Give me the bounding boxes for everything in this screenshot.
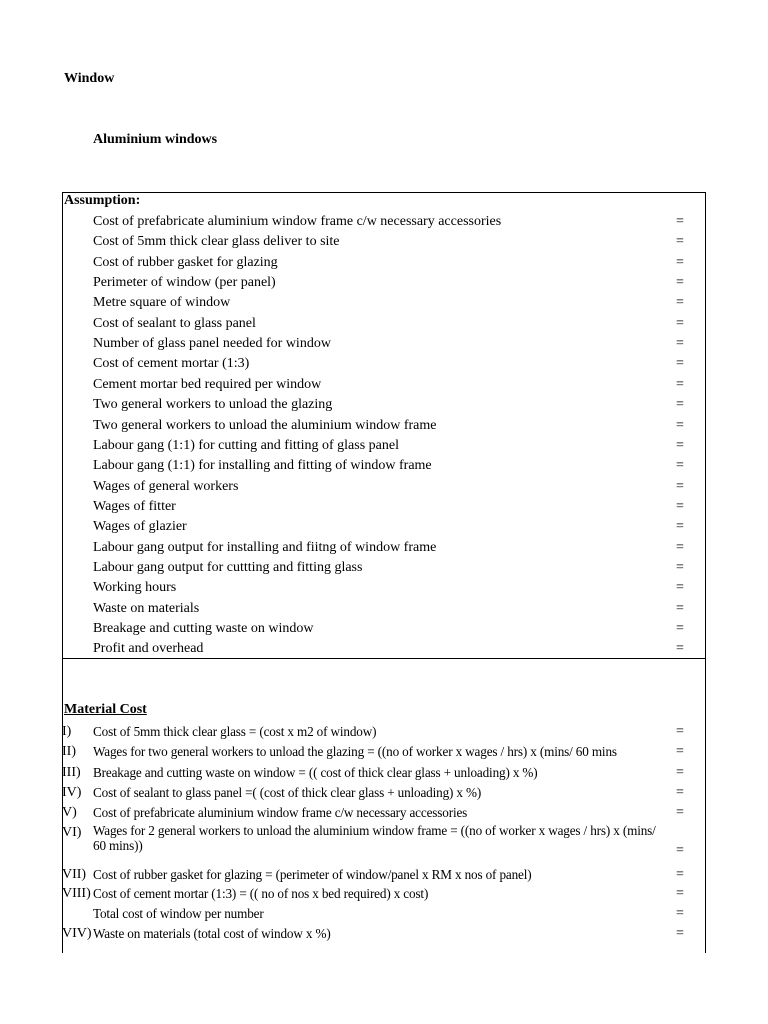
equals-sign: = bbox=[676, 275, 684, 291]
assumption-text: Cost of cement mortar (1:3) bbox=[93, 356, 250, 372]
assumption-text: Working hours bbox=[93, 580, 177, 596]
assumption-row bbox=[62, 416, 706, 436]
assumption-text: Cost of 5mm thick clear glass deliver to site bbox=[93, 234, 340, 250]
material-cost-text: Cost of sealant to glass panel =( (cost of thick clear glass + unloading) x %) bbox=[93, 785, 482, 800]
equals-sign: = bbox=[676, 356, 684, 372]
material-cost-text: Total cost of window per number bbox=[93, 906, 264, 921]
equals-sign: = bbox=[676, 641, 684, 657]
item-number: VII) bbox=[62, 867, 87, 882]
assumption-row bbox=[62, 558, 706, 578]
assumption-text: Waste on materials bbox=[93, 600, 200, 616]
equals-sign: = bbox=[676, 519, 684, 535]
assumption-text: Number of glass panel needed for window bbox=[93, 336, 331, 352]
equals-sign: = bbox=[676, 805, 684, 820]
item-number: VIV) bbox=[62, 926, 92, 941]
equals-sign: = bbox=[676, 744, 684, 759]
doc-title: Window bbox=[64, 71, 115, 86]
assumption-row bbox=[62, 253, 706, 273]
assumption-row bbox=[62, 212, 706, 232]
assumption-row bbox=[62, 273, 706, 293]
assumption-row bbox=[62, 456, 706, 476]
assumption-row bbox=[62, 436, 706, 456]
material-cost-text: Cost of cement mortar (1:3) = (( no of nos x bed required) x cost) bbox=[93, 886, 429, 901]
assumption-row bbox=[62, 599, 706, 619]
assumption-text: Labour gang output for installing and fiitng of window frame bbox=[93, 539, 437, 555]
assumption-text: Labour gang (1:1) for installing and fitting of window frame bbox=[93, 458, 432, 474]
assumption-row bbox=[62, 395, 706, 415]
equals-sign: = bbox=[676, 376, 684, 392]
assumption-text: Cost of prefabricate aluminium window frame c/w necessary accessories bbox=[93, 214, 502, 229]
assumption-row bbox=[62, 354, 706, 374]
equals-sign: = bbox=[676, 906, 684, 921]
assumption-row bbox=[62, 578, 706, 598]
assumption-text: Two general workers to unload the glazing bbox=[93, 397, 333, 413]
equals-sign: = bbox=[676, 234, 684, 250]
equals-sign: = bbox=[676, 437, 684, 453]
equals-sign: = bbox=[676, 765, 684, 780]
assumption-text: Wages of general workers bbox=[93, 478, 239, 494]
equals-sign: = bbox=[676, 254, 684, 270]
item-number: IV) bbox=[62, 785, 82, 800]
equals-sign: = bbox=[676, 867, 684, 882]
item-number: II) bbox=[62, 744, 76, 759]
assumption-row bbox=[62, 619, 706, 639]
assumption-row bbox=[62, 314, 706, 334]
item-number: VIII) bbox=[62, 886, 91, 901]
equals-sign: = bbox=[676, 886, 684, 901]
assumption-text: Two general workers to unload the aluminium window frame bbox=[93, 417, 437, 433]
material-cost-text: Cost of prefabricate aluminium window frame c/w necessary accessories bbox=[93, 805, 468, 820]
equals-sign: = bbox=[676, 580, 684, 596]
item-number: VI) bbox=[62, 825, 82, 840]
material-cost-text: Breakage and cutting waste on window = (( cost of thick clear glass + unloading) x %) bbox=[93, 765, 538, 780]
item-number: III) bbox=[62, 765, 81, 780]
assumption-row bbox=[62, 293, 706, 313]
assumption-row bbox=[62, 477, 706, 497]
equals-sign: = bbox=[676, 600, 684, 616]
material-cost-text: Wages for 2 general workers to unload the aluminium window frame = ((no of worker x wages / hrs) x (mins/ 60 mins)) bbox=[93, 823, 656, 853]
equals-sign: = bbox=[676, 559, 684, 575]
equals-sign: = bbox=[676, 498, 684, 514]
material-cost-text: Cost of rubber gasket for glazing = (perimeter of window/panel x RM x nos of panel) bbox=[93, 867, 532, 882]
equals-sign: = bbox=[676, 926, 684, 941]
item-number: V) bbox=[62, 805, 77, 820]
assumption-heading: Assumption: bbox=[64, 193, 141, 208]
assumption-row bbox=[62, 375, 706, 395]
assumption-text: Metre square of window bbox=[93, 295, 231, 311]
equals-sign: = bbox=[676, 621, 684, 636]
equals-sign: = bbox=[676, 539, 684, 555]
assumption-text: Wages of glazier bbox=[93, 519, 187, 535]
equals-sign: = bbox=[676, 295, 684, 311]
assumption-text: Cost of sealant to glass panel bbox=[93, 315, 256, 331]
material-cost-heading: Material Cost bbox=[64, 702, 147, 717]
assumption-text: Wages of fitter bbox=[93, 498, 176, 514]
equals-sign: = bbox=[676, 417, 684, 433]
equals-sign: = bbox=[676, 785, 684, 800]
equals-sign: = bbox=[676, 843, 684, 858]
material-cost-text: Cost of 5mm thick clear glass = (cost x m2 of window) bbox=[93, 724, 377, 739]
equals-sign: = bbox=[676, 214, 684, 229]
assumption-row bbox=[62, 517, 706, 537]
assumption-text: Labour gang output for cuttting and fitting glass bbox=[93, 559, 363, 575]
equals-sign: = bbox=[676, 336, 684, 352]
assumption-text: Cost of rubber gasket for glazing bbox=[93, 254, 278, 270]
assumption-row bbox=[62, 334, 706, 354]
assumption-row bbox=[62, 232, 706, 252]
equals-sign: = bbox=[676, 724, 684, 739]
material-cost-text: Wages for two general workers to unload the glazing = ((no of worker x wages / hrs) x (mins/ 60 mins bbox=[93, 744, 617, 759]
item-number: I) bbox=[62, 724, 72, 739]
assumption-text: Profit and overhead bbox=[93, 641, 204, 657]
equals-sign: = bbox=[676, 458, 684, 474]
assumption-row bbox=[62, 497, 706, 517]
equals-sign: = bbox=[676, 478, 684, 494]
material-cost-text: Waste on materials (total cost of window x %) bbox=[93, 926, 331, 941]
assumption-row bbox=[62, 538, 706, 558]
assumption-text: Perimeter of window (per panel) bbox=[93, 275, 276, 291]
equals-sign: = bbox=[676, 315, 684, 331]
assumption-text: Breakage and cutting waste on window bbox=[93, 621, 314, 636]
assumption-text: Cement mortar bed required per window bbox=[93, 376, 322, 392]
assumption-row bbox=[62, 639, 706, 659]
assumption-text: Labour gang (1:1) for cutting and fitting of glass panel bbox=[93, 437, 399, 453]
equals-sign: = bbox=[676, 397, 684, 413]
doc-subtitle: Aluminium windows bbox=[93, 132, 218, 147]
